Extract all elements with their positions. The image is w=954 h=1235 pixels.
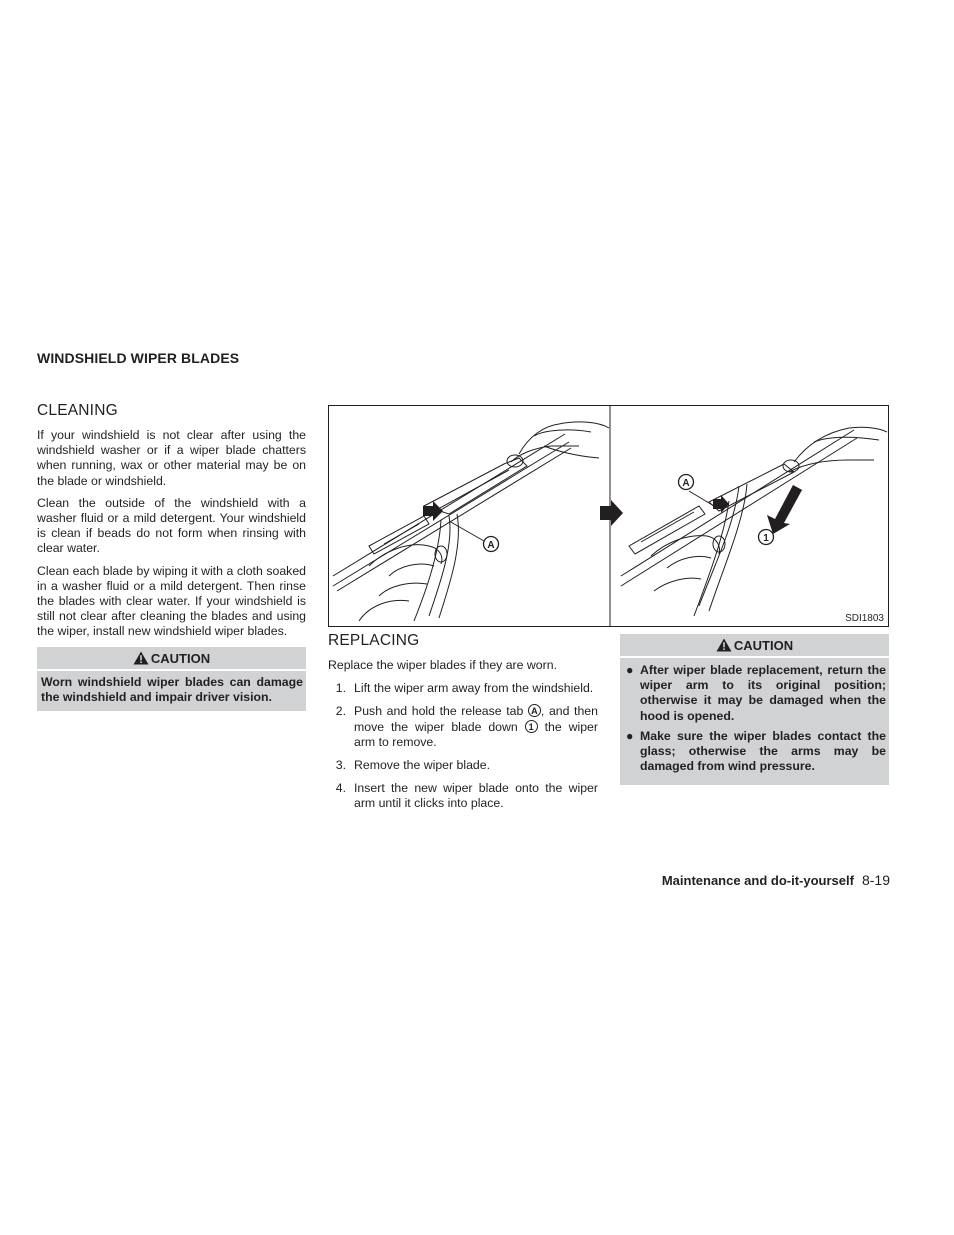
step-text: Lift the wiper arm away from the windshield. (354, 681, 594, 696)
caution-label: CAUTION (733, 637, 794, 653)
step-item (328, 704, 598, 750)
callout-a-marker: A (528, 704, 541, 717)
figure-callout-a-right: A (682, 478, 690, 489)
replacing-intro: Replace the wiper blades if they are worn. (328, 658, 557, 672)
caution-bullets (620, 658, 889, 785)
figure-code: SDI1803 (845, 613, 884, 624)
replacing-heading: REPLACING (328, 632, 420, 649)
figure-callout-1: 1 (763, 533, 769, 544)
caution-bullet (624, 663, 886, 724)
caution-bullet-text: Make sure the wiper blades contact the glass; otherwise the arms may be damaged from wind pressure. (640, 728, 886, 774)
caution-bullet (624, 729, 886, 775)
cleaning-paragraph: Clean the outside of the windshield with a washer fluid or a mild detergent. Your windshield is clean if beads do not form when rinsing with clear water. (37, 495, 306, 556)
footer-section-title: Maintenance and do-it-yourself (661, 873, 854, 888)
step-number: 4. (335, 781, 346, 796)
replacing-caution-box (620, 634, 889, 785)
step-number: 1. (335, 681, 346, 696)
step-text-part: , and then move the wiper blade down (354, 704, 598, 734)
page-number: 8-19 (861, 872, 890, 888)
step-item (328, 781, 598, 811)
step-text (354, 704, 598, 750)
step-text-part: the wiper arm to remove. (354, 719, 598, 749)
caution-label: CAUTION (150, 650, 211, 666)
step-item (328, 758, 598, 773)
cleaning-heading: CLEANING (37, 402, 118, 419)
bullet-dot-icon: ● (626, 728, 634, 743)
illustration-drawing (329, 406, 889, 627)
caution-bullet-text: After wiper blade replacement, return the wiper arm to its original position; otherwise it may be damaged when the hood is opened. (640, 663, 886, 723)
step-number: 2. (335, 704, 346, 719)
cleaning-paragraph: Clean each blade by wiping it with a cloth soaked in a washer fluid or a mild detergent. Then rinse the blades with clear water. If your windshield is still not clear after cleaning the blades and using the wiper, install new windshield wiper blades. (37, 563, 306, 639)
caution-header (620, 634, 889, 658)
step-item (328, 681, 598, 696)
step-number: 3. (335, 758, 346, 773)
caution-text: Worn windshield wiper blades can damage the windshield and impair driver vision. (41, 675, 303, 705)
caution-header (37, 647, 306, 671)
warning-triangle-icon (716, 638, 732, 652)
warning-triangle-icon (133, 651, 149, 665)
bullet-dot-icon: ● (626, 663, 634, 677)
section-title: WINDSHIELD WIPER BLADES (37, 350, 240, 366)
step-text-part: Push and hold the release tab (354, 704, 528, 719)
wiper-blade-illustration (328, 405, 889, 627)
callout-1-marker: 1 (525, 720, 538, 733)
cleaning-text (37, 428, 306, 647)
cleaning-caution-box (37, 647, 306, 711)
page-footer (662, 872, 890, 888)
step-text: Remove the wiper blade. (354, 758, 491, 773)
replacing-steps (328, 681, 598, 811)
replacing-text (328, 658, 598, 820)
step-text: Insert the new wiper blade onto the wiper arm until it clicks into place. (354, 781, 598, 811)
cleaning-paragraph: If your windshield is not clear after using the windshield washer or if a wiper blade chatters when running, wax or other material may be on the blade or windshield. (37, 428, 306, 488)
figure-callout-a: A (487, 540, 495, 551)
